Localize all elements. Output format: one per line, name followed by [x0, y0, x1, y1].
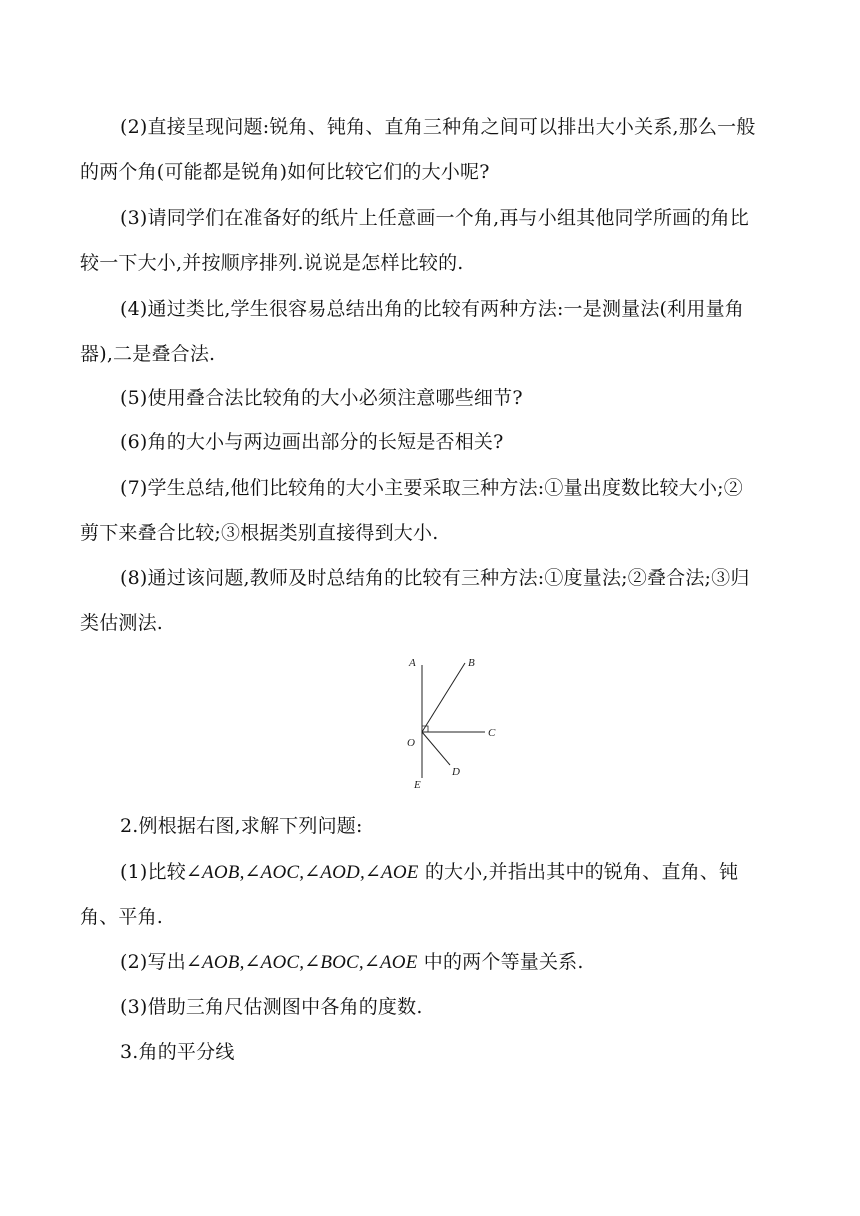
label-d: D	[452, 766, 460, 778]
paragraph-4-line-2: 器),二是叠合法.	[80, 343, 216, 365]
paragraph-7-line-2: 剪下来叠合比较;③根据类别直接得到大小.	[80, 522, 439, 544]
paragraph-8-line-1: (8)通过该问题,教师及时总结角的比较有三种方法:①度量法;②叠合法;③归	[120, 567, 750, 589]
label-e: E	[414, 779, 421, 791]
ray-od	[422, 732, 450, 765]
example-q2	[120, 950, 820, 975]
example-title: 2.例根据右图,求解下列问题:	[120, 815, 363, 837]
paragraph-3-line-1: (3)请同学们在准备好的纸片上任意画一个角,再与小组其他同学所画的角比	[120, 207, 749, 229]
label-c: C	[488, 727, 496, 739]
paragraph-4-line-1: (4)通过类比,学生很容易总结出角的比较有两种方法:一是测量法(利用量角	[120, 298, 744, 320]
paragraph-2-line-1: (2)直接呈现问题:锐角、钝角、直角三种角之间可以排出大小关系,那么一般	[120, 116, 756, 138]
label-b: B	[468, 657, 475, 669]
example-q2-math: ∠AOB,∠AOC,∠BOC,∠AOE	[185, 952, 418, 973]
angle-figure-svg	[395, 650, 515, 795]
example-q1-prefix: (1)比较	[120, 861, 186, 883]
paragraph-3-line-2: 较一下大小,并按顺序排列.说说是怎样比较的.	[80, 252, 464, 274]
label-a: A	[409, 657, 416, 669]
ray-ob	[422, 663, 465, 732]
angle-figure	[395, 650, 515, 795]
paragraph-8-line-2: 类估测法.	[80, 612, 164, 634]
label-o: O	[407, 737, 415, 749]
paragraph-7-line-1: (7)学生总结,他们比较角的大小主要采取三种方法:①量出度数比较大小;②	[120, 477, 743, 499]
paragraph-2-line-2: 的两个角(可能都是锐角)如何比较它们的大小呢?	[80, 161, 490, 183]
example-q2-suffix: 中的两个等量关系.	[417, 951, 584, 973]
example-q1-suffix: 的大小,并指出其中的锐角、直角、钝	[418, 861, 739, 883]
example-q1-math: ∠AOB,∠AOC,∠AOD,∠AOE	[185, 862, 419, 883]
example-q1-line-2: 角、平角.	[80, 906, 164, 928]
example-q3: (3)借助三角尺估测图中各角的度数.	[120, 996, 423, 1018]
paragraph-5: (5)使用叠合法比较角的大小必须注意哪些细节?	[120, 387, 523, 409]
paragraph-6: (6)角的大小与两边画出部分的长短是否相关?	[120, 431, 504, 453]
example-q2-prefix: (2)写出	[120, 951, 186, 973]
example-q1-line-1	[120, 860, 820, 885]
section-3-title: 3.角的平分线	[120, 1041, 235, 1063]
